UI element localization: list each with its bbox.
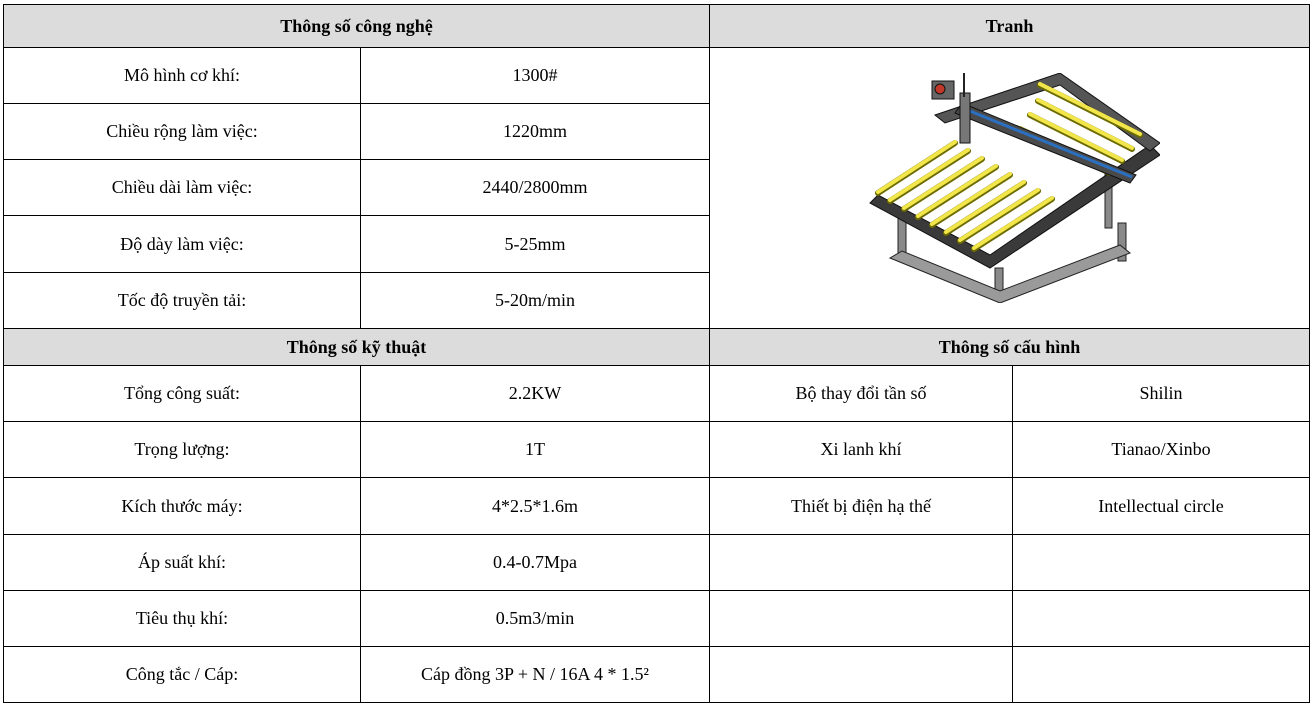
config-value-3 [1013,535,1310,591]
spec-value-0: 2.2KW [361,366,710,422]
tech-label-2: Chiều dài làm việc: [4,160,361,216]
tech-value-0: 1300# [361,48,710,104]
config-header: Thông số cấu hình [710,329,1310,366]
config-label-4 [710,591,1013,647]
spec-header: Thông số kỹ thuật [4,329,710,366]
config-value-2: Intellectual circle [1013,478,1310,535]
config-value-4 [1013,591,1310,647]
config-value-1: Tianao/Xinbo [1013,422,1310,478]
config-label-1: Xi lanh khí [710,422,1013,478]
spec-value-3: 0.4-0.7Mpa [361,535,710,591]
spec-value-5: Cáp đồng 3P + N / 16A 4 * 1.5² [361,647,710,703]
spec-label-2: Kích thước máy: [4,478,361,535]
spec-table [3,4,1310,703]
tech-label-0: Mô hình cơ khí: [4,48,361,104]
spec-label-0: Tổng công suất: [4,366,361,422]
spec-value-4: 0.5m3/min [361,591,710,647]
config-value-5 [1013,647,1310,703]
roller-conveyor-machine-image [860,73,1160,303]
spec-value-1: 1T [361,422,710,478]
tech-value-1: 1220mm [361,104,710,160]
tech-label-4: Tốc độ truyền tải: [4,273,361,329]
spec-label-3: Áp suất khí: [4,535,361,591]
tech-value-3: 5-25mm [361,216,710,273]
config-label-2: Thiết bị điện hạ thế [710,478,1013,535]
spec-label-5: Công tắc / Cáp: [4,647,361,703]
tech-value-4: 5-20m/min [361,273,710,329]
config-value-0: Shilin [1013,366,1310,422]
spec-value-2: 4*2.5*1.6m [361,478,710,535]
config-label-5 [710,647,1013,703]
config-label-0: Bộ thay đổi tần số [710,366,1013,422]
spec-label-1: Trọng lượng: [4,422,361,478]
machine-picture-cell [710,48,1310,329]
tech-label-3: Độ dày làm việc: [4,216,361,273]
tech-value-2: 2440/2800mm [361,160,710,216]
tech-label-1: Chiều rộng làm việc: [4,104,361,160]
tech-header: Thông số công nghệ [4,5,710,48]
spec-label-4: Tiêu thụ khí: [4,591,361,647]
picture-header: Tranh [710,5,1310,48]
config-label-3 [710,535,1013,591]
